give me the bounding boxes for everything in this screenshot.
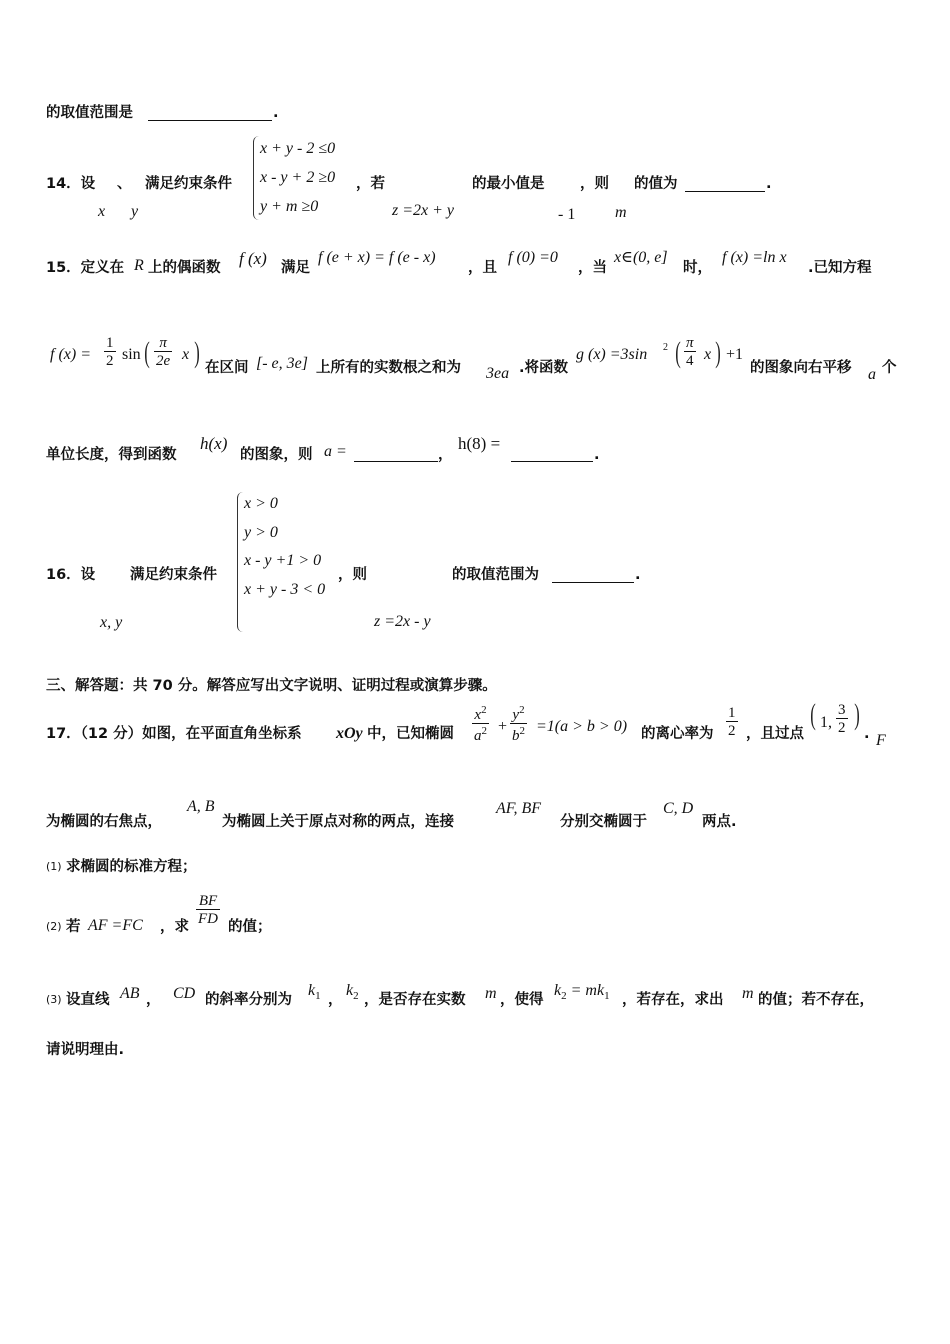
right-paren: ) — [854, 698, 860, 731]
known-text: .已知方程 — [808, 260, 872, 276]
coord-system: xOy — [336, 725, 363, 742]
slope-relation: $k_2 = mk_1$ — [554, 982, 610, 1003]
then-text: ，则 — [338, 567, 367, 583]
focus-F: F — [876, 732, 886, 749]
slope-k2: $k_2$ — [346, 982, 359, 1003]
func-fx: f (x) — [239, 249, 267, 268]
fraction-eccentricity: $\frac{1}{2}$ — [728, 705, 736, 739]
left-paren: ( — [810, 698, 816, 731]
question-label: 16．设 — [46, 567, 96, 583]
var-x: x — [182, 346, 190, 363]
slope-k1: $k_1$ — [308, 982, 321, 1003]
fraction-point-y: $\frac{3}{2}$ — [838, 702, 846, 736]
right-paren: ) — [194, 336, 200, 369]
constraint-text: 满足约束条件 — [145, 176, 232, 192]
symmetry-equation: f (e + x) = f (e - x) — [318, 249, 436, 266]
var-m: m — [742, 985, 754, 1002]
domain: x∈(0, e] — [614, 249, 668, 266]
satisfy-text: 满足 — [281, 260, 310, 276]
fraction-y2-b2: $\frac{y^2}{b^2}$ — [512, 704, 525, 744]
constraint-4: x + y - 3 < 0 — [244, 581, 326, 598]
equation-lhs: f (x) = — [50, 346, 91, 363]
separator: 、 — [117, 176, 132, 192]
constraint-1: x + y - 2 ≤0 — [260, 140, 336, 157]
part-2-find: ，求 — [160, 919, 189, 935]
root-sum: 3ea — [486, 365, 510, 382]
range-text: 的取值范围是 — [46, 105, 133, 121]
answer-blank[interactable] — [552, 582, 634, 583]
lines-AF-BF: AF, BF — [496, 800, 542, 817]
condition-AF-FC: AF =FC — [88, 917, 143, 934]
func-h: h(x) — [200, 434, 228, 453]
comma: ， — [146, 992, 161, 1008]
points-AB: A, B — [187, 798, 215, 815]
period: . — [766, 176, 772, 192]
ln-equation: f (x) =ln x — [722, 249, 787, 266]
line2-text-d: 两点. — [702, 814, 737, 830]
part-3-text-g: 请说明理由. — [46, 1042, 125, 1058]
answer-blank[interactable] — [685, 191, 765, 192]
part-2-if: 若 — [66, 919, 81, 935]
answer-blank[interactable] — [148, 120, 272, 121]
right-paren: ) — [715, 336, 721, 369]
shift-text: 的图象向右平移 — [750, 360, 852, 376]
left-paren: ( — [675, 336, 681, 369]
if-text: ，若 — [356, 176, 385, 192]
line-AB: AB — [120, 985, 140, 1002]
ellipse-equation: =1(a > b > 0) — [536, 718, 628, 735]
root-sum-text: 上所有的实数根之和为 — [316, 360, 461, 376]
period: . — [635, 567, 641, 583]
constraint-2: x - y + 2 ≥0 — [260, 169, 336, 186]
var-x: x — [98, 203, 106, 220]
set-R: R — [134, 257, 144, 274]
part-2-mark: (2) — [46, 920, 62, 933]
point-x: 1, — [820, 714, 832, 731]
h8-equals: h(8) = — [458, 434, 501, 453]
fraction-x2-a2: $\frac{x^2}{a^2}$ — [474, 704, 487, 744]
var-x: x — [704, 346, 712, 363]
func-g: g (x) =3sin — [576, 346, 648, 363]
a-equals: a = — [324, 443, 347, 460]
part-3-text-b: 的斜率分别为 — [205, 992, 292, 1008]
constraint-brace — [237, 492, 244, 632]
line2-text-b: 为椭圆上关于原点对称的两点，连接 — [222, 814, 454, 830]
comma: ， — [438, 447, 453, 463]
var-a: a — [868, 366, 876, 383]
comma: ， — [328, 992, 343, 1008]
value-text: 的值为 — [634, 176, 678, 192]
constraint-3: y + m ≥0 — [260, 198, 319, 215]
f0-equation: f (0) =0 — [508, 249, 558, 266]
period: . — [864, 726, 870, 742]
part-1-text: 求椭圆的标准方程； — [66, 859, 197, 875]
line2-text-a: 为椭圆的右焦点， — [46, 814, 162, 830]
part-3-text-a: 设直线 — [66, 992, 110, 1008]
left-paren: ( — [144, 336, 150, 369]
part-2-value: 的值； — [228, 919, 272, 935]
square-exponent: 2 — [663, 342, 668, 353]
interval-text: 在区间 — [205, 360, 249, 376]
graph-text: 的图象，则 — [240, 447, 313, 463]
question-label: 17．（12 分）如图，在平面直角坐标系 — [46, 726, 302, 742]
question-label: 14．设 — [46, 176, 96, 192]
part-3-text-e: ，若存在，求出 — [622, 992, 724, 1008]
line-CD: CD — [173, 985, 196, 1002]
period: . — [594, 447, 600, 463]
section-heading: 三、解答题：共 70 分。解答应写出文字说明、证明过程或演算步骤。 — [46, 678, 497, 694]
unit-text: 单位长度，得到函数 — [46, 447, 177, 463]
and-text: ，且 — [468, 260, 497, 276]
constraint-1: x > 0 — [244, 495, 278, 512]
constraint-3: x - y +1 > 0 — [244, 552, 322, 569]
points-CD: C, D — [663, 800, 694, 817]
vars-xy: x, y — [100, 614, 123, 631]
var-m: m — [615, 204, 627, 221]
eccentricity-text: 的离心率为 — [641, 726, 714, 742]
part-3-text-d: ，使得 — [500, 992, 544, 1008]
line2-text-c: 分别交椭圆于 — [560, 814, 647, 830]
min-value-text: 的最小值是 — [472, 176, 545, 192]
then-text: ，则 — [580, 176, 609, 192]
answer-blank-h8[interactable] — [511, 461, 593, 462]
constraint-2: y > 0 — [244, 524, 278, 541]
min-value: - 1 — [558, 206, 576, 223]
part-1-mark: (1) — [46, 860, 62, 873]
interval: [- e, 3e] — [256, 355, 308, 372]
part-3-text-f: 的值；若不存在， — [758, 992, 874, 1008]
function-text: .将函数 — [519, 360, 569, 376]
when-text: ，当 — [578, 260, 607, 276]
even-func-text: 上的偶函数 — [148, 260, 221, 276]
sin-function: sin — [122, 346, 141, 363]
when-end: 时， — [683, 260, 712, 276]
fraction-pi-2e: $\frac{\pi}{2e}$ — [156, 335, 171, 369]
range-text: 的取值范围为 — [452, 567, 539, 583]
question-label: 15．定义在 — [46, 260, 125, 276]
pass-point-text: ，且过点 — [746, 726, 804, 742]
objective-z: z =2x + y — [392, 202, 455, 219]
var-m: m — [485, 985, 497, 1002]
ellipse-text: 中，已知椭圆 — [367, 726, 454, 742]
fraction-half: $\frac{1}{2}$ — [106, 335, 114, 369]
objective-z: z =2x - y — [374, 613, 431, 630]
part-3-text-c: ，是否存在实数 — [364, 992, 466, 1008]
constraint-brace — [253, 136, 260, 220]
part-3-mark: (3) — [46, 993, 62, 1006]
plus-sign: + — [498, 718, 508, 735]
answer-blank-a[interactable] — [354, 461, 438, 462]
fraction-pi-4: $\frac{\pi}{4}$ — [686, 335, 694, 369]
constraint-text: 满足约束条件 — [130, 567, 217, 583]
fraction-BF-FD: $\frac{BF}{FD}$ — [198, 893, 218, 927]
period: . — [273, 105, 279, 121]
unit-char: 个 — [882, 360, 897, 376]
plus-one: +1 — [726, 346, 744, 363]
var-y: y — [131, 203, 139, 220]
